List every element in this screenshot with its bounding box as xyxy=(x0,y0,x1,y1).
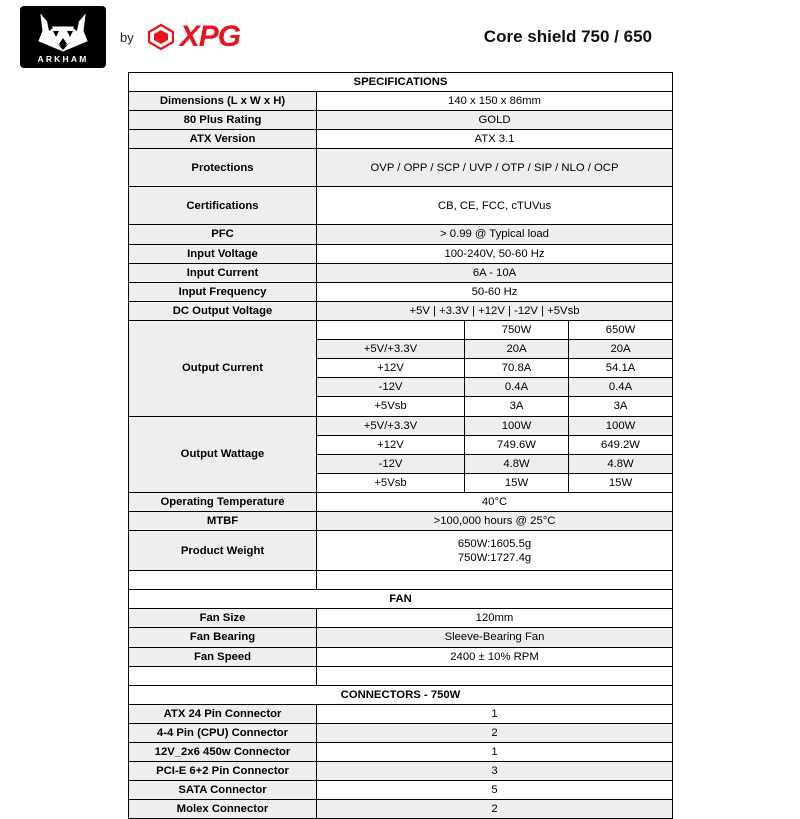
row-value: CB, CE, FCC, cTUVus xyxy=(317,187,673,225)
table-row xyxy=(129,647,673,666)
weight-650: 650W:1605.5g xyxy=(457,537,532,550)
row-label: ATX Version xyxy=(129,130,317,149)
rail-value-650: 649.2W xyxy=(569,435,673,454)
table-row xyxy=(129,704,673,723)
row-label: MTBF xyxy=(129,512,317,531)
table-spacer-row xyxy=(129,666,673,685)
row-value xyxy=(317,531,673,571)
row-value: >100,000 hours @ 25°C xyxy=(317,512,673,531)
arkham-wordmark: ARKHAM xyxy=(37,53,89,64)
rail-value-750: 20A xyxy=(465,340,569,359)
row-label: 4-4 Pin (CPU) Connector xyxy=(129,723,317,742)
by-label: by xyxy=(120,29,134,45)
row-label: Fan Bearing xyxy=(129,628,317,647)
row-value: 140 x 150 x 86mm xyxy=(317,92,673,111)
row-label: Output Current xyxy=(129,320,317,416)
rail-value-750: 100W xyxy=(465,416,569,435)
table-row xyxy=(129,301,673,320)
output-current-header-row xyxy=(129,320,673,339)
table-row xyxy=(129,781,673,800)
rail-name-blank xyxy=(317,320,465,339)
section-title-connectors: CONNECTORS - 750W xyxy=(129,685,673,704)
row-label: Operating Temperature xyxy=(129,492,317,511)
table-row xyxy=(129,723,673,742)
row-value: 100-240V, 50-60 Hz xyxy=(317,244,673,263)
row-label: SATA Connector xyxy=(129,781,317,800)
table-row xyxy=(129,225,673,244)
table-row xyxy=(129,416,673,435)
rail-value-750: 4.8W xyxy=(465,454,569,473)
row-value: 2 xyxy=(317,723,673,742)
table-row xyxy=(129,800,673,819)
row-label: Input Frequency xyxy=(129,282,317,301)
row-value: 50-60 Hz xyxy=(317,282,673,301)
row-label: Molex Connector xyxy=(129,800,317,819)
row-label: Input Voltage xyxy=(129,244,317,263)
table-section-header xyxy=(129,685,673,704)
row-label: DC Output Voltage xyxy=(129,301,317,320)
row-label: Output Wattage xyxy=(129,416,317,492)
table-row xyxy=(129,282,673,301)
spacer-cell xyxy=(317,571,673,590)
row-label: Certifications xyxy=(129,187,317,225)
brand-block xyxy=(20,6,240,68)
row-value: 2400 ± 10% RPM xyxy=(317,647,673,666)
page-title: Core shield 750 / 650 xyxy=(483,27,652,46)
row-label: Product Weight xyxy=(129,531,317,571)
row-label: Fan Size xyxy=(129,609,317,628)
rail-name: -12V xyxy=(317,454,465,473)
specifications-table xyxy=(128,72,673,819)
rail-value-650: 0.4A xyxy=(569,378,673,397)
row-label: Input Current xyxy=(129,263,317,282)
rail-value-750: 3A xyxy=(465,397,569,416)
xpg-mark-icon xyxy=(148,24,174,50)
xpg-wordmark: XPG xyxy=(179,20,241,53)
table-row xyxy=(129,130,673,149)
table-row xyxy=(129,187,673,225)
row-label: 12V_2x6 450w Connector xyxy=(129,742,317,761)
rail-name: +12V xyxy=(317,435,465,454)
row-value: > 0.99 @ Typical load xyxy=(317,225,673,244)
row-label: PCI-E 6+2 Pin Connector xyxy=(129,762,317,781)
rail-value-750: 15W xyxy=(465,473,569,492)
table-section-header xyxy=(129,73,673,92)
spacer-cell xyxy=(129,666,317,685)
spacer-cell xyxy=(129,571,317,590)
rail-name: +12V xyxy=(317,359,465,378)
table-row xyxy=(129,742,673,761)
row-label: Protections xyxy=(129,149,317,187)
wolf-head-icon xyxy=(35,11,91,53)
rail-name: +5Vsb xyxy=(317,473,465,492)
row-value: 120mm xyxy=(317,609,673,628)
row-label: 80 Plus Rating xyxy=(129,111,317,130)
table-row xyxy=(129,762,673,781)
page-header xyxy=(0,0,800,72)
rail-value-750: 0.4A xyxy=(465,378,569,397)
table-row xyxy=(129,628,673,647)
table-row xyxy=(129,149,673,187)
rail-value-750: 70.8A xyxy=(465,359,569,378)
row-value: 2 xyxy=(317,800,673,819)
row-value: GOLD xyxy=(317,111,673,130)
table-row xyxy=(129,244,673,263)
rail-value-650: 100W xyxy=(569,416,673,435)
table-row xyxy=(129,92,673,111)
rail-name: -12V xyxy=(317,378,465,397)
section-title-specifications: SPECIFICATIONS xyxy=(129,73,673,92)
table-spacer-row xyxy=(129,571,673,590)
row-label: PFC xyxy=(129,225,317,244)
rail-value-650: 54.1A xyxy=(569,359,673,378)
weight-750: 750W:1727.4g xyxy=(457,551,532,564)
rail-name: +5V/+3.3V xyxy=(317,340,465,359)
row-label: ATX 24 Pin Connector xyxy=(129,704,317,723)
col-header-750: 750W xyxy=(465,320,569,339)
table-section-header xyxy=(129,590,673,609)
xpg-logo xyxy=(148,22,240,52)
row-value: 1 xyxy=(317,704,673,723)
rail-name: +5V/+3.3V xyxy=(317,416,465,435)
rail-value-650: 4.8W xyxy=(569,454,673,473)
section-title-fan: FAN xyxy=(129,590,673,609)
table-row xyxy=(129,111,673,130)
rail-value-650: 20A xyxy=(569,340,673,359)
spacer-cell xyxy=(317,666,673,685)
row-value: ATX 3.1 xyxy=(317,130,673,149)
table-row xyxy=(129,263,673,282)
row-label: Fan Speed xyxy=(129,647,317,666)
product-weight-row xyxy=(129,531,673,571)
rail-name: +5Vsb xyxy=(317,397,465,416)
rail-value-750: 749.6W xyxy=(465,435,569,454)
rail-value-650: 15W xyxy=(569,473,673,492)
row-label: Dimensions (L x W x H) xyxy=(129,92,317,111)
row-value: OVP / OPP / SCP / UVP / OTP / SIP / NLO / OCP xyxy=(317,149,673,187)
row-value: 3 xyxy=(317,762,673,781)
spec-table-wrap xyxy=(0,72,800,819)
table-row xyxy=(129,609,673,628)
row-value: 5 xyxy=(317,781,673,800)
row-value: +5V | +3.3V | +12V | -12V | +5Vsb xyxy=(317,301,673,320)
table-row xyxy=(129,492,673,511)
row-value: 40°C xyxy=(317,492,673,511)
row-value: 1 xyxy=(317,742,673,761)
table-row xyxy=(129,512,673,531)
arkham-logo xyxy=(20,6,106,68)
col-header-650: 650W xyxy=(569,320,673,339)
rail-value-650: 3A xyxy=(569,397,673,416)
row-value: 6A - 10A xyxy=(317,263,673,282)
row-value: Sleeve-Bearing Fan xyxy=(317,628,673,647)
